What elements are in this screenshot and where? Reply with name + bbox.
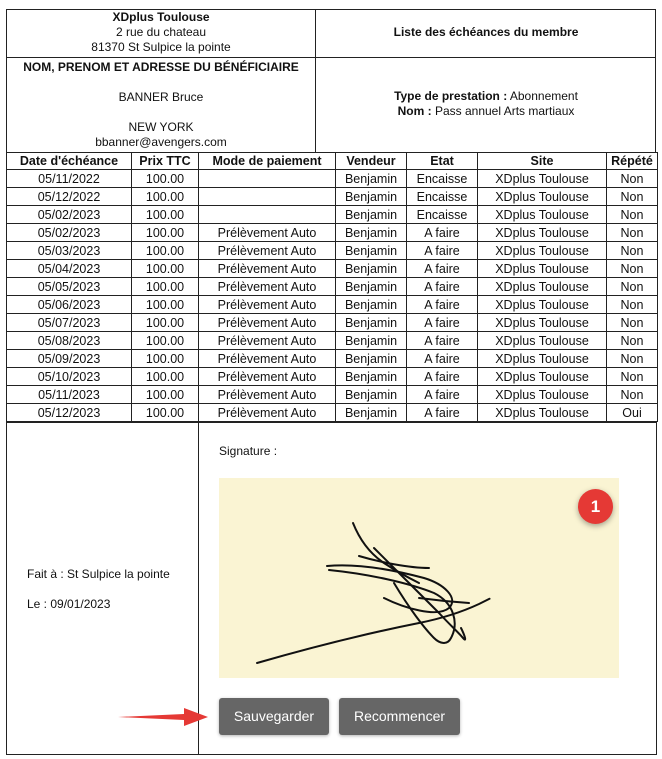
table-row: [7, 404, 658, 422]
cell-date: 05/12/2023: [7, 404, 132, 422]
cell-state: A faire: [407, 242, 478, 260]
table-header-row: [7, 153, 658, 170]
table-row: [7, 260, 658, 278]
cell-repeated: Non: [607, 188, 658, 206]
cell-site: XDplus Toulouse: [478, 368, 607, 386]
cell-date: 05/09/2023: [7, 350, 132, 368]
cell-payment: Prélèvement Auto: [199, 260, 336, 278]
cell-payment: Prélèvement Auto: [199, 296, 336, 314]
table-row: [7, 368, 658, 386]
cell-repeated: Non: [607, 350, 658, 368]
beneficiary-email: bbanner@avengers.com: [95, 135, 227, 149]
cell-state: A faire: [407, 404, 478, 422]
club-block: [6, 10, 316, 55]
cell-state: A faire: [407, 332, 478, 350]
cell-seller: Benjamin: [336, 314, 407, 332]
cell-payment: Prélèvement Auto: [199, 386, 336, 404]
cell-date: 05/08/2023: [7, 332, 132, 350]
prestation-type-label: Type de prestation :: [394, 89, 508, 103]
table-row: [7, 170, 658, 188]
table-row: [7, 332, 658, 350]
date-text: Le : 09/01/2023: [27, 597, 111, 611]
cell-seller: Benjamin: [336, 260, 407, 278]
cell-date: 05/07/2023: [7, 314, 132, 332]
cell-site: XDplus Toulouse: [478, 206, 607, 224]
cell-site: XDplus Toulouse: [478, 260, 607, 278]
cell-price: 100.00: [132, 188, 199, 206]
cell-seller: Benjamin: [336, 224, 407, 242]
beneficiary-block: [6, 60, 316, 150]
save-button[interactable]: Sauvegarder: [219, 698, 329, 735]
cell-payment: Prélèvement Auto: [199, 314, 336, 332]
table-row: [7, 224, 658, 242]
cell-site: XDplus Toulouse: [478, 278, 607, 296]
cell-repeated: Non: [607, 170, 658, 188]
prestation-nom-label: Nom :: [397, 104, 432, 118]
table-row: [7, 206, 658, 224]
cell-price: 100.00: [132, 368, 199, 386]
table-row: [7, 188, 658, 206]
col-header-state: Etat: [407, 153, 478, 170]
signature-label: Signature :: [219, 444, 278, 458]
beneficiary-name: BANNER Bruce: [118, 90, 204, 104]
col-header-seller: Vendeur: [336, 153, 407, 170]
cell-price: 100.00: [132, 260, 199, 278]
schedule-table: [6, 152, 658, 422]
cell-payment: Prélèvement Auto: [199, 350, 336, 368]
red-arrow-pointer-icon: [118, 706, 210, 728]
cell-date: 05/11/2023: [7, 386, 132, 404]
col-header-payment: Mode de paiement: [199, 153, 336, 170]
cell-seller: Benjamin: [336, 368, 407, 386]
cell-repeated: Non: [607, 332, 658, 350]
cell-payment: Prélèvement Auto: [199, 224, 336, 242]
cell-date: 05/02/2023: [7, 224, 132, 242]
prestation-block: [316, 89, 656, 119]
cell-seller: Benjamin: [336, 404, 407, 422]
cell-repeated: Non: [607, 368, 658, 386]
cell-price: 100.00: [132, 350, 199, 368]
cell-repeated: Non: [607, 206, 658, 224]
prestation-nom-value: Pass annuel Arts martiaux: [434, 104, 575, 118]
cell-site: XDplus Toulouse: [478, 224, 607, 242]
step-number-badge: 1: [578, 489, 613, 524]
cell-repeated: Non: [607, 242, 658, 260]
cell-state: A faire: [407, 224, 478, 242]
cell-state: A faire: [407, 314, 478, 332]
cell-payment: [199, 170, 336, 188]
cell-state: A faire: [407, 296, 478, 314]
signature-drawing: [219, 478, 619, 678]
cell-seller: Benjamin: [336, 188, 407, 206]
cell-seller: Benjamin: [336, 386, 407, 404]
cell-payment: Prélèvement Auto: [199, 332, 336, 350]
cell-state: A faire: [407, 368, 478, 386]
club-address-line2: 81370 St Sulpice la pointe: [91, 40, 231, 54]
cell-date: 05/02/2023: [7, 206, 132, 224]
cell-state: A faire: [407, 278, 478, 296]
club-name: XDplus Toulouse: [112, 10, 210, 24]
table-row: [7, 242, 658, 260]
cell-date: 05/03/2023: [7, 242, 132, 260]
cell-date: 05/10/2023: [7, 368, 132, 386]
cell-price: 100.00: [132, 206, 199, 224]
beneficiary-city: NEW YORK: [128, 120, 194, 134]
cell-seller: Benjamin: [336, 332, 407, 350]
cell-site: XDplus Toulouse: [478, 170, 607, 188]
cell-repeated: Non: [607, 386, 658, 404]
prestation-type-value: Abonnement: [509, 89, 578, 103]
cell-payment: [199, 206, 336, 224]
cell-payment: Prélèvement Auto: [199, 368, 336, 386]
cell-site: XDplus Toulouse: [478, 350, 607, 368]
fait-a-text: Fait à : St Sulpice la pointe: [27, 567, 170, 581]
cell-seller: Benjamin: [336, 296, 407, 314]
club-address-line1: 2 rue du chateau: [115, 25, 207, 39]
table-row: [7, 296, 658, 314]
cell-price: 100.00: [132, 404, 199, 422]
table-row: [7, 314, 658, 332]
beneficiary-heading: NOM, PRENOM ET ADRESSE DU BÉNÉFICIAIRE: [23, 60, 299, 74]
cell-state: A faire: [407, 386, 478, 404]
cell-site: XDplus Toulouse: [478, 242, 607, 260]
reset-button[interactable]: Recommencer: [339, 698, 460, 735]
cell-seller: Benjamin: [336, 170, 407, 188]
cell-site: XDplus Toulouse: [478, 386, 607, 404]
col-header-price: Prix TTC: [132, 153, 199, 170]
cell-date: 05/11/2022: [7, 170, 132, 188]
cell-repeated: Non: [607, 314, 658, 332]
cell-repeated: Non: [607, 260, 658, 278]
cell-state: Encaisse: [407, 188, 478, 206]
cell-site: XDplus Toulouse: [478, 296, 607, 314]
cell-site: XDplus Toulouse: [478, 404, 607, 422]
cell-date: 05/05/2023: [7, 278, 132, 296]
cell-repeated: Non: [607, 296, 658, 314]
table-row: [7, 350, 658, 368]
cell-state: A faire: [407, 260, 478, 278]
cell-seller: Benjamin: [336, 242, 407, 260]
list-title: Liste des échéances du membre: [393, 25, 579, 39]
cell-seller: Benjamin: [336, 206, 407, 224]
cell-date: 05/12/2022: [7, 188, 132, 206]
cell-state: Encaisse: [407, 170, 478, 188]
col-header-repeated: Répété: [607, 153, 658, 170]
cell-site: XDplus Toulouse: [478, 332, 607, 350]
cell-price: 100.00: [132, 224, 199, 242]
cell-price: 100.00: [132, 314, 199, 332]
cell-price: 100.00: [132, 170, 199, 188]
col-header-date: Date d'échéance: [7, 153, 132, 170]
cell-price: 100.00: [132, 386, 199, 404]
cell-price: 100.00: [132, 296, 199, 314]
cell-price: 100.00: [132, 278, 199, 296]
header-divider-horizontal: [6, 57, 656, 58]
cell-state: A faire: [407, 350, 478, 368]
cell-date: 05/04/2023: [7, 260, 132, 278]
table-row: [7, 386, 658, 404]
cell-seller: Benjamin: [336, 278, 407, 296]
cell-repeated: Oui: [607, 404, 658, 422]
cell-price: 100.00: [132, 332, 199, 350]
cell-seller: Benjamin: [336, 350, 407, 368]
table-row: [7, 278, 658, 296]
cell-payment: Prélèvement Auto: [199, 404, 336, 422]
signature-pad[interactable]: [219, 478, 619, 678]
cell-payment: [199, 188, 336, 206]
cell-price: 100.00: [132, 242, 199, 260]
cell-repeated: Non: [607, 278, 658, 296]
cell-payment: Prélèvement Auto: [199, 242, 336, 260]
cell-repeated: Non: [607, 224, 658, 242]
cell-date: 05/06/2023: [7, 296, 132, 314]
cell-state: Encaisse: [407, 206, 478, 224]
cell-site: XDplus Toulouse: [478, 188, 607, 206]
cell-payment: Prélèvement Auto: [199, 278, 336, 296]
cell-site: XDplus Toulouse: [478, 314, 607, 332]
col-header-site: Site: [478, 153, 607, 170]
